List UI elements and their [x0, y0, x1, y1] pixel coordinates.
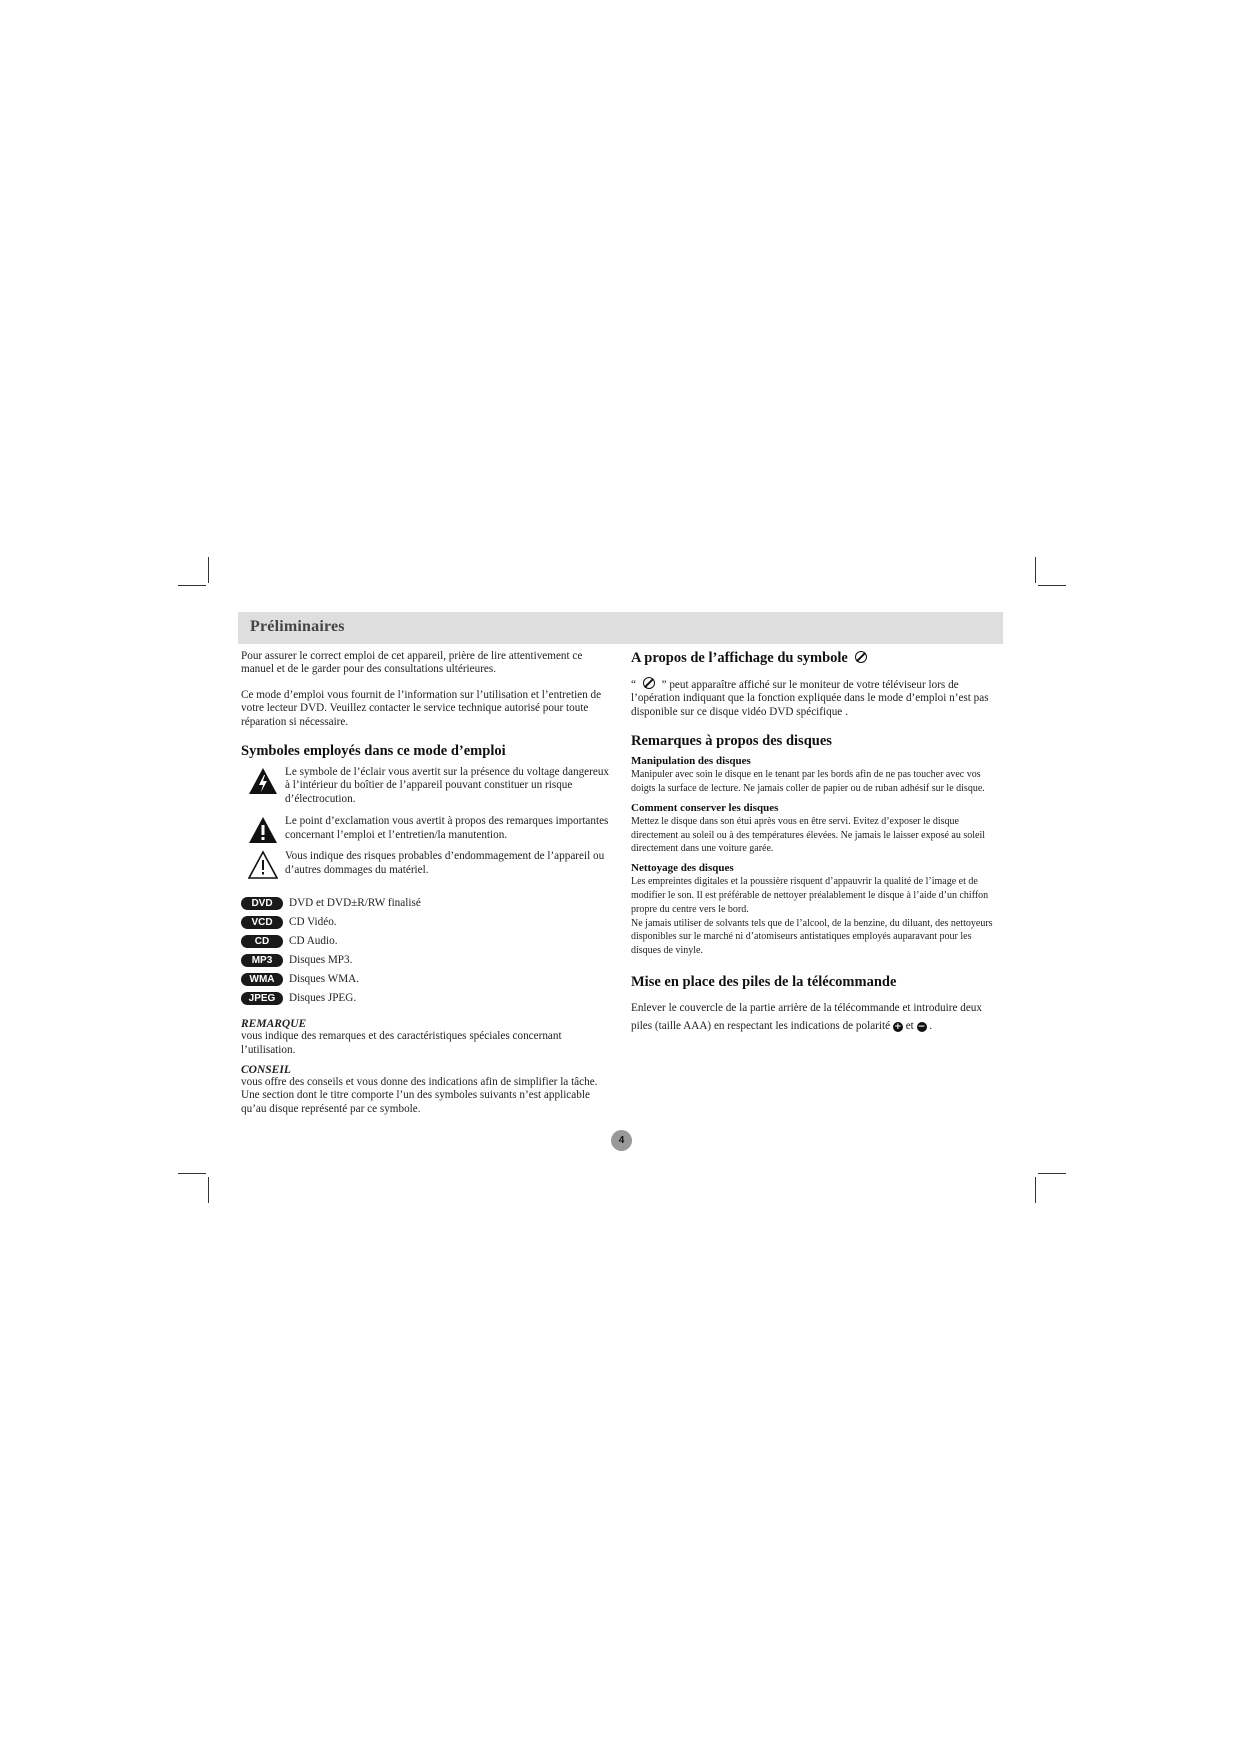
disc-row-dvd: [241, 894, 614, 913]
section-title: Préliminaires: [250, 618, 345, 635]
page-number: 4: [611, 1130, 632, 1151]
cleaning-text-2: Ne jamais utiliser de solvants tels que de l’alcool, de la benzine, du diluant, des nettoyeurs disponibles sur le marché ni d’atomiseurs antistatiques employés auparavant pour les disques de vinyle.: [631, 917, 993, 957]
cleaning-heading: Nettoyage des disques: [631, 862, 734, 875]
disc-label-cd: CD Audio.: [289, 935, 338, 948]
disc-remarks-heading: Remarques à propos des disques: [631, 733, 832, 750]
conseil-text-1: vous offre des conseils et vous donne des indications afin de simplifier la tâche.: [241, 1076, 598, 1089]
disc-label-vcd: CD Vidéo.: [289, 916, 337, 929]
mp3-badge-icon: MP3: [241, 954, 283, 967]
disc-type-list: [241, 894, 614, 1008]
conseil-label: CONSEIL: [241, 1064, 291, 1077]
cd-badge-icon: CD: [241, 935, 283, 948]
intro-paragraph-2: Ce mode d’emploi vous fournit de l’information sur l’utilisation et l’entretien de votre lecteur DVD. Veuillez contacter le service technique autorisé pour toute réparation si nécessaire.: [241, 688, 602, 728]
disc-row-wma: [241, 970, 614, 989]
section-header-bar: [238, 612, 1003, 644]
disc-label-jpeg: Disques JPEG.: [289, 992, 357, 1005]
cleaning-text-1: Les empreintes digitales et la poussière risquent d’appauvrir la qualité de l’image et de modifier le son. Il est préférable de nettoyer préalablement le disque à l’aide d’un chiffon propre du centre vers le bord.: [631, 876, 989, 915]
exclamation-warning-icon: [248, 815, 278, 845]
remarque-label: REMARQUE: [241, 1018, 307, 1031]
disc-row-mp3: [241, 951, 614, 970]
disc-label-wma: Disques WMA.: [289, 973, 360, 986]
plus-polarity-icon: +: [894, 1021, 902, 1032]
about-symbol-heading-text: A propos de l’affichage du symbole: [631, 650, 848, 666]
about-symbol-body: ” peut apparaître affiché sur le moniteur de votre téléviseur lors de l’opération indiquant que la fonction expliquée dans le mode d’emploi n’est pas disponible sur ce disque vidéo DVD spécifique .: [631, 679, 989, 718]
battery-heading: Mise en place des piles de la télécommande: [631, 973, 897, 990]
wma-badge-icon: WMA: [241, 973, 283, 986]
conseil-text-2: Une section dont le titre comporte l’un des symboles suivants n’est applicable qu’au disque représenté par ce symbole.: [241, 1089, 590, 1115]
lightning-warning-icon: [248, 766, 278, 796]
prohibited-symbol-icon-inline: [643, 677, 655, 689]
storing-text: Mettez le disque dans son étui après vous en être servi. Evitez d’exposer le disque directement au soleil ou à des températures élevées. Ne jamais le laisser exposé au soleil directement dans une voiture garée.: [631, 815, 986, 855]
disc-row-vcd: [241, 913, 614, 932]
battery-and: et: [905, 1019, 914, 1032]
symbol-row-caution: [241, 850, 614, 880]
disc-label-dvd: DVD et DVD±R/RW finalisé: [289, 897, 421, 910]
vcd-badge-icon: VCD: [241, 916, 283, 929]
crop-mark-bl-h: [178, 1173, 206, 1174]
about-symbol-text: [631, 677, 1003, 719]
symbol-text-caution: Vous indique des risques probables d’endommagement de l’appareil ou d’autres dommages du matériel.: [285, 850, 605, 876]
quote-open: “: [631, 679, 636, 691]
battery-body: Enlever le couvercle de la partie arrière de la télécommande et introduire deux piles (taille AAA) en respectant les indications de polarité: [631, 1001, 982, 1032]
crop-mark-tr-v: [1035, 557, 1036, 583]
crop-mark-bl-v: [208, 1177, 209, 1203]
about-symbol-heading: [631, 650, 1003, 667]
symbols-heading: Symboles employés dans ce mode d’emploi: [241, 743, 506, 760]
crop-mark-br-v: [1035, 1177, 1036, 1203]
symbol-text-exclamation: Le point d’exclamation vous avertit à propos des remarques importantes concernant l’emploi et l’entretien/la manutention.: [285, 815, 609, 841]
disc-row-jpeg: [241, 989, 614, 1008]
handling-heading: Manipulation des disques: [631, 755, 751, 768]
right-column: [631, 650, 1003, 1035]
left-column: [241, 650, 614, 1116]
dvd-badge-icon: DVD: [241, 897, 283, 910]
crop-mark-tl-v: [208, 557, 209, 583]
intro-paragraph-1: Pour assurer le correct emploi de cet appareil, prière de lire attentivement ce manuel et de le garder pour des consultations ultérieures.: [241, 650, 583, 676]
prohibited-symbol-icon: [855, 651, 867, 663]
crop-mark-br-h: [1038, 1173, 1066, 1174]
symbol-row-lightning: [241, 766, 614, 806]
crop-mark-tr-h: [1038, 585, 1066, 586]
caution-triangle-icon: [248, 850, 278, 880]
storing-heading: Comment conserver les disques: [631, 801, 779, 814]
jpeg-badge-icon: JPEG: [241, 992, 283, 1005]
disc-row-cd: [241, 932, 614, 951]
remarque-text: vous indique des remarques et des caractéristiques spéciales concernant l’utilisation.: [241, 1030, 562, 1056]
disc-label-mp3: Disques MP3.: [289, 954, 353, 967]
battery-text: [631, 999, 1003, 1035]
symbol-text-lightning: Le symbole de l’éclair vous avertit sur la présence du voltage dangereux à l’intérieur du boîtier de l’appareil pouvant constituer un risque d’électrocution.: [285, 766, 610, 805]
symbol-row-exclamation: [241, 815, 614, 845]
handling-text: Manipuler avec soin le disque en le tenant par les bords afin de ne pas toucher avec vos doigts la surface de lecture. Ne jamais coller de papier ou de ruban adhésif sur le disque.: [631, 769, 985, 795]
crop-mark-tl-h: [178, 585, 206, 586]
battery-end: .: [929, 1019, 933, 1032]
minus-polarity-icon: −: [917, 1021, 926, 1032]
